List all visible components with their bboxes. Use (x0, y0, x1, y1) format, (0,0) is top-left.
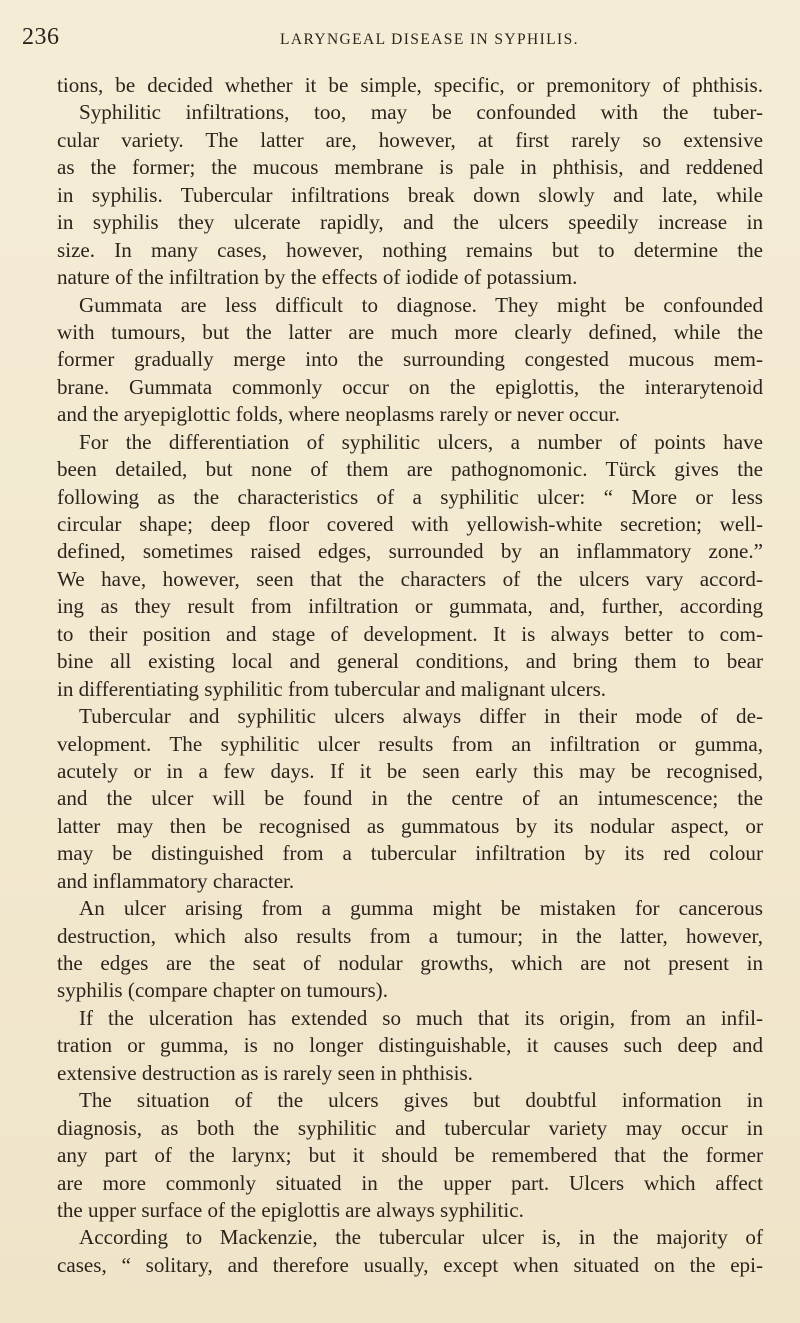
text-line: are more commonly situated in the upper part. Ulcers which affect (57, 1170, 763, 1195)
text-line: latter may then be recognised as gummatous by its nodular aspect, or (57, 813, 763, 838)
text-line: and inflammatory character. (57, 868, 295, 893)
text-line: in syphilis they ulcerate rapidly, and the ulcers speedily increase in (57, 210, 763, 235)
text-line: For the differentiation of syphilitic ulcers, a number of points have (79, 429, 763, 454)
text-line: If the ulceration has extended so much that its origin, from an infil- (79, 1005, 763, 1030)
text-line: in syphilis. Tubercular infiltrations break down slowly and late, while (57, 182, 763, 207)
text-line: tions, be decided whether it be simple, specific, or premonitory of phthisis. (57, 73, 763, 97)
text-line: the edges are the seat of nodular growths, which are not present in (57, 951, 763, 975)
text-line: circular shape; deep floor covered with yellowish-white secretion; well- (57, 512, 763, 536)
text-line: syphilis (compare chapter on tumours). (57, 978, 388, 1003)
text-line: According to Mackenzie, the tubercular ulcer is, in the majority of (79, 1225, 763, 1250)
text-line: We have, however, seen that the characters of the ulcers vary accord- (57, 566, 763, 591)
text-line: the upper surface of the epiglottis are always syphilitic. (57, 1197, 524, 1222)
text-line: may be distinguished from a tubercular infiltration by its red colour (57, 841, 763, 866)
text-line: former gradually merge into the surrounding congested mucous mem- (57, 347, 763, 372)
text-line: cular variety. The latter are, however, at first rarely so extensive (57, 127, 763, 152)
text-line: as the former; the mucous membrane is pale in phthisis, and reddened (57, 155, 763, 180)
page-number: 236 (22, 24, 60, 50)
text-line: defined, sometimes raised edges, surrounded by an inflammatory zone.” (57, 539, 763, 564)
text-line: Syphilitic infiltrations, too, may be confounded with the tuber- (79, 100, 763, 125)
text-line: and the aryepiglottic folds, where neoplasms rarely or never occur. (57, 402, 620, 427)
text-line: brane. Gummata commonly occur on the epiglottis, the interarytenoid (57, 374, 763, 399)
text-line: to their position and stage of development. It is always better to com- (57, 621, 763, 646)
text-line: following as the characteristics of a syphilitic ulcer: “ More or less (57, 484, 763, 509)
text-line: extensive destruction as is rarely seen in phthisis. (57, 1060, 473, 1085)
text-line: Gummata are less difficult to diagnose. They might be confounded (79, 292, 763, 317)
text-line: any part of the larynx; but it should be remembered that the former (57, 1143, 763, 1168)
text-line: velopment. The syphilitic ulcer results from an infiltration or gumma, (57, 731, 763, 756)
body-text (57, 72, 763, 1279)
text-line: destruction, which also results from a tumour; in the latter, however, (57, 923, 763, 948)
text-line: ing as they result from infiltration or gummata, and, further, according (57, 594, 763, 619)
text-line: been detailed, but none of them are pathognomonic. Türck gives the (57, 457, 763, 482)
text-line: acutely or in a few days. If it be seen early this may be recognised, (57, 758, 763, 783)
text-line: An ulcer arising from a gumma might be mistaken for cancerous (79, 896, 763, 921)
text-line: diagnosis, as both the syphilitic and tubercular variety may occur in (57, 1115, 763, 1140)
text-line: size. In many cases, however, nothing remains but to determine the (57, 237, 763, 262)
text-line: cases, “ solitary, and therefore usually, except when situated on the epi- (57, 1252, 763, 1277)
text-line: and the ulcer will be found in the centre of an intumescence; the (57, 786, 763, 811)
text-line: tration or gumma, is no longer distinguishable, it causes such deep and (57, 1033, 763, 1058)
text-line: bine all existing local and general conditions, and bring them to bear (57, 649, 763, 674)
text-line: in differentiating syphilitic from tubercular and malignant ulcers. (57, 676, 607, 701)
running-title: LARYNGEAL DISEASE IN SYPHILIS. (280, 31, 579, 48)
text-line: Tubercular and syphilitic ulcers always differ in their mode of de- (79, 704, 763, 729)
text-line: The situation of the ulcers gives but doubtful information in (79, 1088, 763, 1113)
text-line: nature of the infiltration by the effects of iodide of potassium. (57, 265, 578, 290)
page-header (22, 24, 762, 56)
text-line: with tumours, but the latter are much more clearly defined, while the (57, 319, 763, 344)
